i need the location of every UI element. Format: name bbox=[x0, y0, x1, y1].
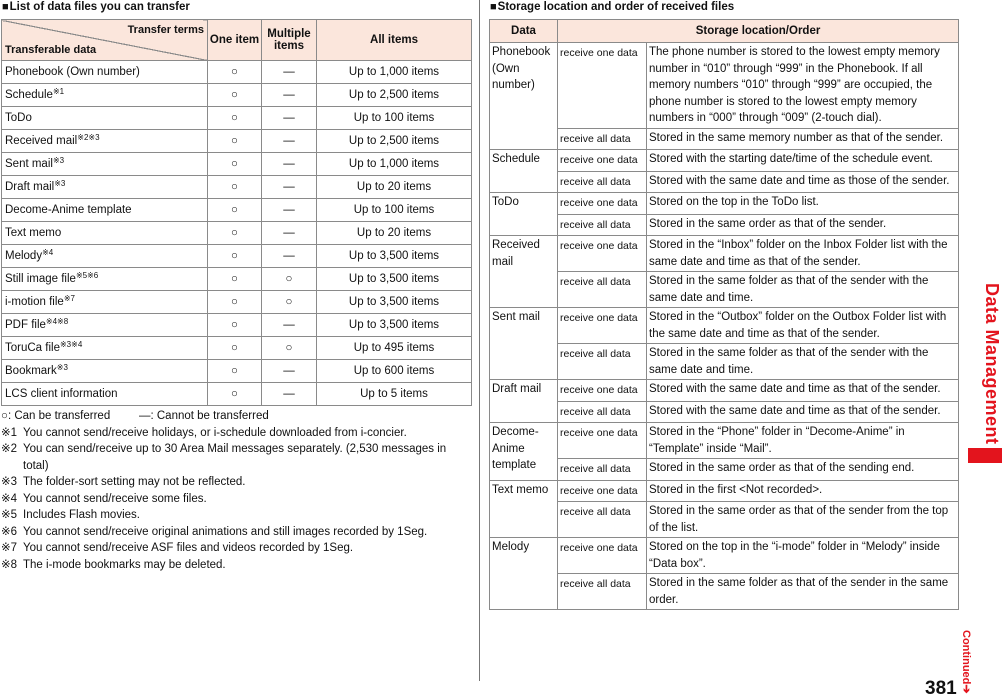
receive-mode: receive one data bbox=[558, 480, 647, 502]
diagonal-header-cell bbox=[2, 20, 208, 61]
continued-indicator bbox=[959, 630, 973, 694]
multiple-items-value: ― bbox=[262, 176, 317, 199]
storage-data-name: Schedule bbox=[490, 150, 558, 193]
multiple-items-value: ― bbox=[262, 61, 317, 84]
all-items-value: Up to 100 items bbox=[317, 107, 472, 130]
storage-data-name: Draft mail bbox=[490, 380, 558, 423]
footnote bbox=[1, 474, 473, 491]
footnote-mark: ※1 bbox=[1, 426, 18, 439]
receive-mode: receive all data bbox=[558, 401, 647, 423]
storage-data-name: Melody bbox=[490, 538, 558, 610]
one-item-value: ○ bbox=[208, 130, 262, 153]
storage-table bbox=[489, 19, 959, 610]
storage-description: Stored in the “Phone” folder in “Decome-Anime” in “Template” inside “Mail”. bbox=[647, 423, 959, 459]
all-items-value: Up to 5 items bbox=[317, 383, 472, 406]
one-item-value: ○ bbox=[208, 107, 262, 130]
receive-mode: receive all data bbox=[558, 459, 647, 481]
column-divider bbox=[479, 0, 480, 681]
receive-mode: receive all data bbox=[558, 214, 647, 236]
footnote-reference: ※3 bbox=[56, 363, 68, 372]
storage-row bbox=[490, 480, 959, 502]
transfer-row bbox=[2, 84, 472, 107]
multiple-items-value: ― bbox=[262, 130, 317, 153]
left-section-heading bbox=[2, 0, 190, 14]
all-items-value: Up to 1,000 items bbox=[317, 61, 472, 84]
storage-row bbox=[490, 128, 959, 150]
footnote-text: You can send/receive up to 30 Area Mail messages separately. (2,530 messages in total) bbox=[23, 443, 447, 472]
receive-mode: receive one data bbox=[558, 193, 647, 215]
one-item-value: ○ bbox=[208, 199, 262, 222]
receive-mode: receive one data bbox=[558, 43, 647, 129]
section-tab-marker bbox=[968, 448, 1002, 463]
footnote-reference: ※3 bbox=[54, 179, 66, 188]
footnote-mark: ※2 bbox=[1, 443, 18, 455]
one-item-value: ○ bbox=[208, 337, 262, 360]
receive-mode: receive one data bbox=[558, 308, 647, 344]
transfer-data-name: Schedule bbox=[5, 89, 53, 101]
transfer-data-name: Received mail bbox=[5, 135, 78, 147]
header-multiple-items: Multiple items bbox=[262, 20, 317, 61]
storage-row bbox=[490, 423, 959, 459]
all-items-value: Up to 100 items bbox=[317, 199, 472, 222]
transfer-data-name-cell bbox=[2, 314, 208, 337]
all-items-value: Up to 2,500 items bbox=[317, 130, 472, 153]
header-data: Data bbox=[490, 20, 558, 43]
one-item-value: ○ bbox=[208, 222, 262, 245]
one-item-value: ○ bbox=[208, 245, 262, 268]
all-items-value: Up to 3,500 items bbox=[317, 314, 472, 337]
storage-description: Stored in the same folder as that of the sender in the same order. bbox=[647, 574, 959, 610]
right-heading-text: Storage location and order of received files bbox=[497, 1, 735, 13]
receive-mode: receive all data bbox=[558, 574, 647, 610]
footnote-reference: ※3 bbox=[52, 156, 65, 165]
one-item-value: ○ bbox=[208, 314, 262, 337]
one-item-value: ○ bbox=[208, 84, 262, 107]
footnote-reference: ※4 bbox=[42, 248, 54, 257]
transfer-data-name-cell bbox=[2, 245, 208, 268]
all-items-value: Up to 495 items bbox=[317, 337, 472, 360]
storage-row bbox=[490, 150, 959, 172]
storage-table-body bbox=[490, 43, 959, 610]
footnote-list bbox=[1, 425, 473, 574]
one-item-value: ○ bbox=[208, 383, 262, 406]
multiple-items-value: ― bbox=[262, 360, 317, 383]
receive-mode: receive one data bbox=[558, 380, 647, 402]
transfer-data-name-cell bbox=[2, 84, 208, 107]
transfer-legend: ○: Can be transferred ―: Cannot be transferred bbox=[1, 410, 269, 422]
storage-description: Stored with the same date and time as those of the sender. bbox=[647, 171, 959, 193]
footnote-text: You cannot send/receive ASF files and videos recorded by 1Seg. bbox=[23, 542, 354, 554]
storage-description: Stored in the same folder as that of the sender with the same date and time. bbox=[647, 344, 959, 380]
multiple-items-value: ― bbox=[262, 84, 317, 107]
receive-mode: receive all data bbox=[558, 171, 647, 193]
storage-description: Stored in the same memory number as that of the sender. bbox=[647, 128, 959, 150]
footnote-reference: ※7 bbox=[63, 294, 75, 303]
header-one-item: One item bbox=[208, 20, 262, 61]
receive-mode: receive one data bbox=[558, 236, 647, 272]
footnote-reference: ※3※4 bbox=[59, 340, 83, 349]
footnote bbox=[1, 507, 473, 524]
page-number: 381 bbox=[925, 678, 957, 699]
transfer-table bbox=[1, 19, 472, 406]
storage-description: Stored in the same order as that of the sender. bbox=[647, 214, 959, 236]
all-items-value: Up to 3,500 items bbox=[317, 245, 472, 268]
transfer-row bbox=[2, 268, 472, 291]
storage-description: The phone number is stored to the lowest empty memory number in “010” through “999” in the Phonebook. If all memory numbers “010” through “999” are occupied, the phone number is stored to the lowest empty memory numbers in “000” through “009” (2-touch dial). bbox=[647, 43, 959, 129]
transfer-data-name: Draft mail bbox=[5, 181, 55, 193]
transfer-data-name: Phonebook (Own number) bbox=[5, 66, 140, 78]
receive-mode: receive all data bbox=[558, 502, 647, 538]
multiple-items-value: ○ bbox=[262, 268, 317, 291]
receive-mode: receive all data bbox=[558, 272, 647, 308]
transfer-row bbox=[2, 61, 472, 84]
receive-mode: receive one data bbox=[558, 538, 647, 574]
transfer-data-name-cell bbox=[2, 107, 208, 130]
multiple-items-value: ― bbox=[262, 222, 317, 245]
footnote bbox=[1, 557, 473, 574]
footnote-text: You cannot send/receive holidays, or i-schedule downloaded from i-concier. bbox=[23, 426, 407, 439]
storage-description: Stored with the same date and time as that of the sender. bbox=[647, 380, 959, 402]
transfer-data-name-cell bbox=[2, 337, 208, 360]
footnote bbox=[1, 540, 473, 557]
multiple-items-value: ○ bbox=[262, 291, 317, 314]
transfer-data-name-cell bbox=[2, 268, 208, 291]
receive-mode: receive all data bbox=[558, 128, 647, 150]
continued-arrow-icon: ➔ bbox=[960, 684, 972, 694]
storage-description: Stored in the “Inbox” folder on the Inbox Folder list with the same date and time as that of the sender. bbox=[647, 236, 959, 272]
storage-row bbox=[490, 502, 959, 538]
multiple-items-value: ○ bbox=[262, 337, 317, 360]
all-items-value: Up to 3,500 items bbox=[317, 268, 472, 291]
footnote-mark: ※7 bbox=[1, 542, 18, 554]
footnote-text: The i-mode bookmarks may be deleted. bbox=[23, 558, 226, 571]
storage-description: Stored with the same date and time as that of the sender. bbox=[647, 401, 959, 423]
footnote-reference: ※2※3 bbox=[77, 133, 100, 142]
all-items-value: Up to 2,500 items bbox=[317, 84, 472, 107]
storage-description: Stored in the “Outbox” folder on the Outbox Folder list with the same date and time as that of the sender. bbox=[647, 308, 959, 344]
transfer-data-name-cell bbox=[2, 176, 208, 199]
one-item-value: ○ bbox=[208, 176, 262, 199]
transfer-data-name: Bookmark bbox=[5, 365, 57, 377]
transfer-data-name-cell bbox=[2, 291, 208, 314]
all-items-value: Up to 1,000 items bbox=[317, 153, 472, 176]
storage-row bbox=[490, 459, 959, 481]
footnote-reference: ※4※8 bbox=[45, 317, 69, 326]
footnote-mark: ※5 bbox=[1, 509, 18, 521]
transfer-data-name: Decome-Anime template bbox=[5, 204, 132, 216]
multiple-items-value: ― bbox=[262, 153, 317, 176]
storage-row bbox=[490, 272, 959, 308]
receive-mode: receive all data bbox=[558, 344, 647, 380]
transfer-row bbox=[2, 291, 472, 314]
transfer-table-body bbox=[2, 61, 472, 406]
transfer-data-name: PDF file bbox=[5, 319, 46, 331]
transfer-data-name-cell bbox=[2, 61, 208, 84]
transfer-row bbox=[2, 337, 472, 360]
multiple-items-value: ― bbox=[262, 245, 317, 268]
left-heading-text: List of data files you can transfer bbox=[9, 1, 190, 13]
header-all-items: All items bbox=[317, 20, 472, 61]
storage-data-name: Decome-Anime template bbox=[490, 423, 558, 481]
storage-data-name: Text memo bbox=[490, 480, 558, 538]
multiple-items-value: ― bbox=[262, 314, 317, 337]
storage-description: Stored in the first <Not recorded>. bbox=[647, 480, 959, 502]
storage-description: Stored in the same order as that of the sender from the top of the list. bbox=[647, 502, 959, 538]
transfer-data-name-cell bbox=[2, 360, 208, 383]
transfer-row bbox=[2, 245, 472, 268]
footnote-mark: ※3 bbox=[1, 476, 18, 488]
footnote bbox=[1, 425, 473, 442]
storage-data-name: Received mail bbox=[490, 236, 558, 308]
section-side-label: Data Management bbox=[982, 283, 1002, 445]
transfer-row bbox=[2, 360, 472, 383]
one-item-value: ○ bbox=[208, 153, 262, 176]
one-item-value: ○ bbox=[208, 268, 262, 291]
storage-row bbox=[490, 308, 959, 344]
transfer-row bbox=[2, 130, 472, 153]
transfer-data-name-cell bbox=[2, 383, 208, 406]
multiple-items-value: ― bbox=[262, 383, 317, 406]
transfer-row bbox=[2, 107, 472, 130]
all-items-value: Up to 600 items bbox=[317, 360, 472, 383]
storage-row bbox=[490, 401, 959, 423]
header-transferable-data: Transferable data bbox=[5, 44, 97, 56]
storage-description: Stored on the top in the ToDo list. bbox=[647, 193, 959, 215]
receive-mode: receive one data bbox=[558, 150, 647, 172]
transfer-data-name-cell bbox=[2, 222, 208, 245]
heading-square-marker: ■ bbox=[2, 1, 9, 13]
all-items-value: Up to 20 items bbox=[317, 176, 472, 199]
continued-label: Continued bbox=[960, 630, 972, 685]
storage-row bbox=[490, 538, 959, 574]
footnote bbox=[1, 491, 473, 508]
storage-description: Stored with the starting date/time of the schedule event. bbox=[647, 150, 959, 172]
storage-row bbox=[490, 380, 959, 402]
transfer-row bbox=[2, 176, 472, 199]
transfer-row bbox=[2, 383, 472, 406]
header-transfer-terms: Transfer terms bbox=[127, 24, 204, 36]
storage-data-name: ToDo bbox=[490, 193, 558, 236]
storage-row bbox=[490, 43, 959, 129]
footnote-reference: ※5※6 bbox=[75, 271, 99, 280]
storage-data-name: Sent mail bbox=[490, 308, 558, 380]
transfer-row bbox=[2, 199, 472, 222]
footnote-text: The folder-sort setting may not be reflected. bbox=[23, 476, 246, 488]
all-items-value: Up to 20 items bbox=[317, 222, 472, 245]
footnote-reference: ※1 bbox=[52, 87, 65, 96]
transfer-data-name-cell bbox=[2, 199, 208, 222]
right-section-heading bbox=[490, 0, 734, 14]
storage-table-header-row bbox=[490, 20, 959, 43]
transfer-data-name: ToruCa file bbox=[5, 342, 60, 354]
transfer-data-name: Text memo bbox=[5, 227, 62, 239]
transfer-data-name-cell bbox=[2, 153, 208, 176]
transfer-data-name: i-motion file bbox=[5, 296, 64, 308]
storage-row bbox=[490, 214, 959, 236]
transfer-data-name: Still image file bbox=[5, 273, 76, 285]
one-item-value: ○ bbox=[208, 291, 262, 314]
transfer-row bbox=[2, 153, 472, 176]
transfer-data-name: Melody bbox=[5, 250, 43, 262]
storage-row bbox=[490, 193, 959, 215]
storage-description: Stored in the same order as that of the sending end. bbox=[647, 459, 959, 481]
storage-row bbox=[490, 344, 959, 380]
footnote-mark: ※8 bbox=[1, 558, 18, 571]
storage-row bbox=[490, 236, 959, 272]
receive-mode: receive one data bbox=[558, 423, 647, 459]
storage-row bbox=[490, 171, 959, 193]
storage-description: Stored in the same folder as that of the sender with the same date and time. bbox=[647, 272, 959, 308]
one-item-value: ○ bbox=[208, 61, 262, 84]
transfer-table-header-row bbox=[2, 20, 472, 61]
transfer-row bbox=[2, 314, 472, 337]
footnote-mark: ※4 bbox=[1, 492, 18, 505]
legend-and-notes bbox=[1, 408, 473, 573]
footnote-mark: ※6 bbox=[1, 525, 18, 538]
footnote bbox=[1, 524, 473, 541]
transfer-data-name: LCS client information bbox=[5, 388, 118, 400]
footnote-text: Includes Flash movies. bbox=[23, 509, 140, 521]
footnote bbox=[1, 441, 473, 474]
heading-square-marker: ■ bbox=[490, 1, 497, 13]
header-storage-location: Storage location/Order bbox=[558, 20, 959, 43]
multiple-items-value: ― bbox=[262, 107, 317, 130]
one-item-value: ○ bbox=[208, 360, 262, 383]
transfer-data-name: ToDo bbox=[5, 112, 32, 124]
multiple-items-value: ― bbox=[262, 199, 317, 222]
transfer-data-name-cell bbox=[2, 130, 208, 153]
transfer-row bbox=[2, 222, 472, 245]
all-items-value: Up to 3,500 items bbox=[317, 291, 472, 314]
footnote-text: You cannot send/receive some files. bbox=[23, 492, 207, 505]
transfer-data-name: Sent mail bbox=[5, 158, 53, 170]
storage-data-name: Phonebook (Own number) bbox=[490, 43, 558, 150]
storage-row bbox=[490, 574, 959, 610]
footnote-text: You cannot send/receive original animations and still images recorded by 1Seg. bbox=[23, 525, 428, 538]
storage-description: Stored on the top in the “i-mode” folder in “Melody” inside “Data box”. bbox=[647, 538, 959, 574]
